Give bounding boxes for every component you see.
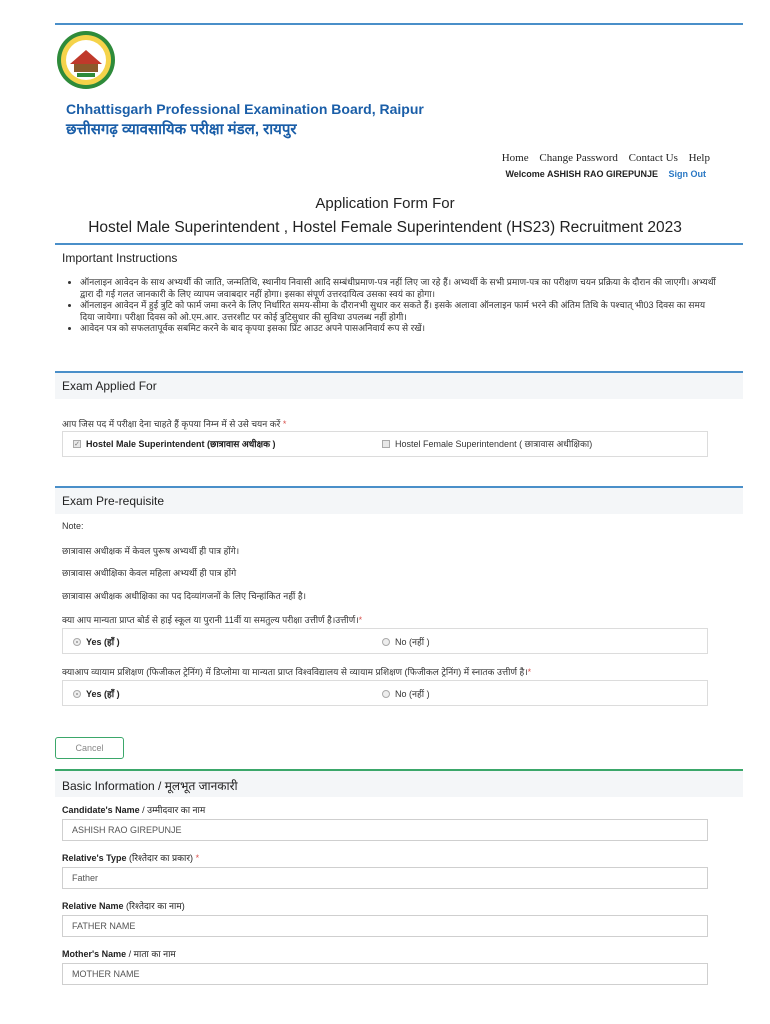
question-high-school: क्या आप मान्यता प्राप्त बोर्ड से हाई स्कूल या पुरानी 11वीं या समतुल्य परीक्षा उत्तीर्ण है।उत्तीर्ण।* <box>62 615 363 625</box>
q2-no-option[interactable] <box>382 687 430 700</box>
option-label: Yes (हाँ ) <box>86 689 120 699</box>
prerequisite-heading: Exam Pre-requisite <box>62 494 165 508</box>
exam-applied-heading: Exam Applied For <box>62 379 157 393</box>
nav-help-link[interactable]: Help <box>688 152 710 164</box>
prerequisite-note-line: छात्रावास अधीक्षिका केवल महिला अभ्यर्थी ही पात्र होंगे <box>62 568 237 578</box>
q1-yes-option[interactable] <box>73 635 120 648</box>
mother-name-label: Mother's Name / माता का नाम <box>62 949 176 959</box>
radio-selected-icon[interactable] <box>73 638 81 646</box>
radio-icon[interactable] <box>382 690 390 698</box>
relative-name-input[interactable]: FATHER NAME <box>62 915 708 937</box>
org-name-english: Chhattisgarh Professional Examination Board, Raipur <box>66 101 424 117</box>
page-title: Application Form For <box>315 195 455 212</box>
exam-applied-prompt: आप जिस पद में परीक्षा देना चाहते हैं कृपया निम्न में से उसे चयन करें * <box>62 419 287 429</box>
option-label: Hostel Male Superintendent (छात्रावास अधीक्षक ) <box>86 439 276 449</box>
option-label: No (नहीं ) <box>395 689 430 699</box>
relative-name-label: Relative Name (रिश्तेदार का नाम) <box>62 901 185 911</box>
instruction-item: • ऑनलाइन आवेदन के साथ अभ्यर्थी की जाति, जन्मतिथि, स्थानीय निवासी आदि सम्बंधीप्रमाण-पत्र नहीं लिए जा रहे हैं। अभ्यर्थी के सभी प्रमाण-पत्र का परीक्षण चयन प्रक्रिया के दौरान की जाएगी। अभ्यर्थी द्वारा दी गई गलत जानकारी के लिए व्यापम जवाबदार नहीं होगा। इसका संपूर्ण उत्तरदायित्व उसका स्वयं का होगा। <box>80 277 718 300</box>
question-physical-training: क्याआप व्यायाम प्रशिक्षण (फिजीकल ट्रेनिंग) में डिप्लोमा या मान्यता प्राप्त विश्वविद्यालय से व्यायाम प्रशिक्षण (फिजीकल ट्रेनिंग) में स्नातक उत्तीर्ण है।* <box>62 667 532 677</box>
instructions-list <box>68 277 718 335</box>
instructions-heading: Important Instructions <box>62 251 178 265</box>
prerequisite-note-label: Note: <box>62 521 84 531</box>
checkbox-checked-icon[interactable]: ✓ <box>74 440 80 448</box>
page-subtitle: Hostel Male Superintendent , Hostel Female Superintendent (HS23) Recruitment 2023 <box>88 219 682 236</box>
q2-yes-option[interactable] <box>73 687 120 700</box>
welcome-text: Welcome ASHISH RAO GIREPUNJE <box>505 169 658 179</box>
nav-home-link[interactable]: Home <box>501 152 529 164</box>
basic-info-heading: Basic Information / मूलभूत जानकारी <box>62 779 238 793</box>
top-nav <box>494 152 710 164</box>
candidate-name-label: Candidate's Name / उम्मीदवार का नाम <box>62 805 206 815</box>
checkbox-icon[interactable] <box>382 440 390 448</box>
prerequisite-note-line: छात्रावास अधीक्षक में केवल पुरूष अभ्यर्थी ही पात्र होंगे। <box>62 546 240 556</box>
welcome-bar <box>505 169 706 179</box>
option-hostel-male[interactable] <box>73 437 275 450</box>
relative-type-label: Relative's Type (रिश्तेदार का प्रकार) * <box>62 853 200 863</box>
option-label: Hostel Female Superintendent ( छात्रावास अधीक्षिका) <box>395 439 593 449</box>
section-divider <box>55 243 743 245</box>
nav-change-password-link[interactable]: Change Password <box>539 152 618 164</box>
q1-no-option[interactable] <box>382 635 430 648</box>
relative-type-select[interactable]: Father <box>62 867 708 889</box>
option-label: Yes (हाँ ) <box>86 637 120 647</box>
org-name-hindi: छत्तीसगढ़ व्यावसायिक परीक्षा मंडल, रायपुर <box>66 121 297 138</box>
mother-name-input[interactable]: MOTHER NAME <box>62 963 708 985</box>
board-logo-icon <box>55 30 118 90</box>
prerequisite-note-line: छात्रावास अधीक्षक अधीक्षिका का पद दिव्यांगजनों के लिए चिन्हांकित नहीं है। <box>62 591 307 601</box>
cancel-button[interactable]: Cancel <box>55 737 124 759</box>
top-border <box>55 23 743 25</box>
nav-contact-link[interactable]: Contact Us <box>628 152 678 164</box>
sign-out-link[interactable]: Sign Out <box>668 169 706 179</box>
section-header-bg <box>55 373 743 399</box>
radio-icon[interactable] <box>382 638 390 646</box>
instruction-item: • आवेदन पत्र को सफलतापूर्वक सबमिट करने के बाद कृपया इसका प्रिंट आउट अपने पासअनिवार्य रूप से रखें। <box>80 323 718 335</box>
candidate-name-input[interactable]: ASHISH RAO GIREPUNJE <box>62 819 708 841</box>
option-label: No (नहीं ) <box>395 637 430 647</box>
instruction-item: • ऑनलाइन आवेदन में हुई त्रुटि को फार्म जमा करने के लिए निर्धारित समय-सीमा के दौरानभी सुधार कर सकते हैं। इसके अलावा ऑनलाइन फार्म भरने की अंतिम तिथि के पश्चात् भी03 दिवस का समय दिया जायेगा। परीक्षा दिवस को ओ.एम.आर. उत्तरशीट पर कोई त्रुटिसुधार की सुविधा उपलब्ध नहीं होगी। <box>80 300 718 323</box>
option-hostel-female[interactable] <box>382 437 592 450</box>
radio-selected-icon[interactable] <box>73 690 81 698</box>
